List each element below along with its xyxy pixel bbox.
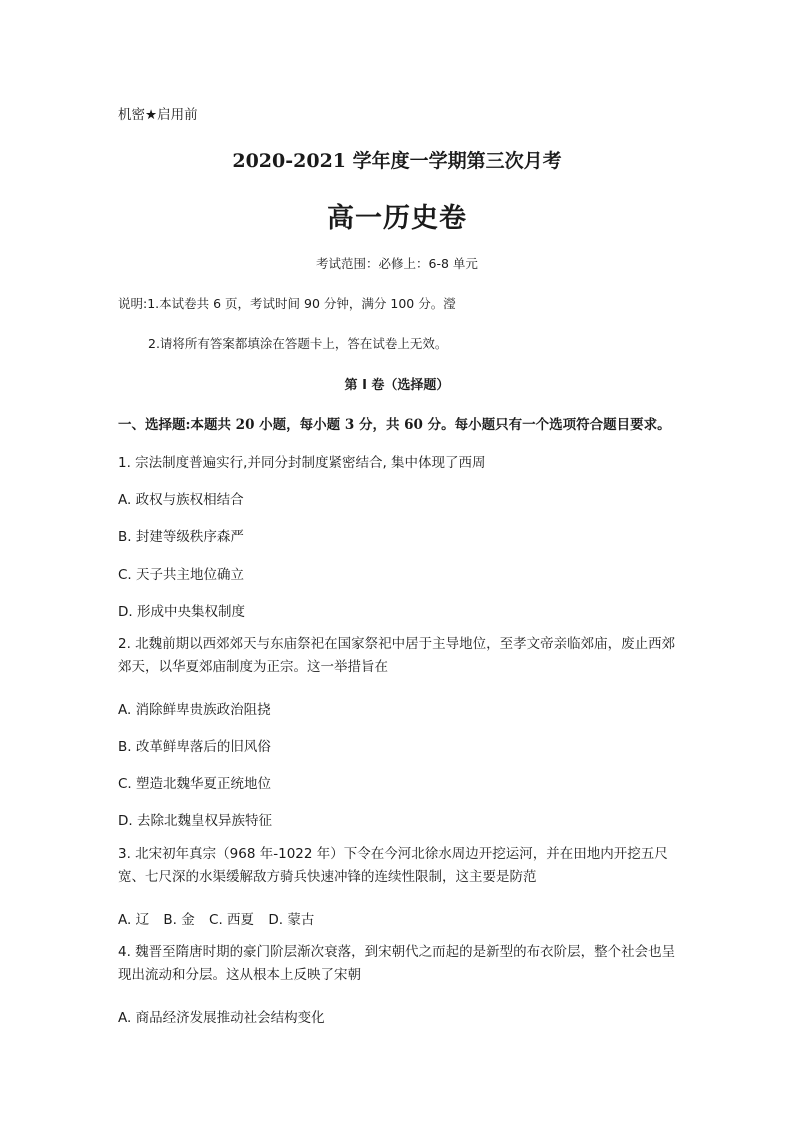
instruction-line-2: 2.请将所有答案都填涂在答题卡上，答在试卷上无效。 bbox=[148, 336, 448, 351]
question-2-option-b: B. 改革鲜卑落后的旧风俗 bbox=[118, 739, 271, 755]
question-1-stem: 1. 宗法制度普遍实行,并同分封制度紧密结合, 集中体现了西周 bbox=[118, 455, 486, 471]
paper-title: 高一历史卷 bbox=[327, 203, 467, 234]
confidential-label: 机密★启用前 bbox=[118, 107, 198, 123]
question-2-option-c: C. 塑造北魏华夏正统地位 bbox=[118, 776, 272, 792]
question-1-option-b: B. 封建等级秩序森严 bbox=[118, 529, 244, 545]
exam-title: 2020-2021 学年度一学期第三次月考 bbox=[232, 150, 562, 172]
question-2-option-d: D. 去除北魏皇权异族特征 bbox=[118, 813, 272, 829]
question-3-option-b: B. 金 bbox=[163, 912, 195, 928]
question-3-stem: 3. 北宋初年真宗（968 年-1022 年）下令在今河北徐水周边开挖运河，并在田地内开挖五尺宽、七尺深的水渠缓解敌方骑兵快速冲锋的连续性限制，这主要是防范 bbox=[118, 846, 668, 885]
section-title: 第 I 卷（选择题） bbox=[344, 378, 450, 393]
question-3-option-c: C. 西夏 bbox=[209, 912, 255, 928]
question-2-stem: 2. 北魏前期以西郊郊天与东庙祭祀在国家祭祀中居于主导地位，至孝文帝亲临郊庙，废止西郊郊天，以华夏郊庙制度为正宗。这一举措旨在 bbox=[118, 636, 676, 675]
question-1-option-a: A. 政权与族权相结合 bbox=[118, 492, 244, 508]
instruction-line-1: 说明:1.本试卷共 6 页，考试时间 90 分钟，满分 100 分。瀅 bbox=[118, 296, 456, 311]
question-1-option-c: C. 天子共主地位确立 bbox=[118, 567, 245, 583]
question-4-option-a: A. 商品经济发展推动社会结构变化 bbox=[118, 1010, 325, 1026]
question-2-option-a: A. 消除鲜卑贵族政治阻挠 bbox=[118, 702, 271, 718]
question-3-option-d: D. 蒙古 bbox=[268, 912, 315, 928]
question-3-options bbox=[118, 908, 324, 928]
exam-scope: 考试范围：必修上：6-8 单元 bbox=[316, 256, 478, 271]
question-3-option-a: A. 辽 bbox=[118, 912, 150, 928]
question-4-stem: 4. 魏晋至隋唐时期的豪门阶层渐次衰落，到宋朝代之而起的是新型的布衣阶层，整个社会也呈现出流动和分层。这从根本上反映了宋朝 bbox=[118, 944, 676, 983]
question-1-option-d: D. 形成中央集权制度 bbox=[118, 604, 245, 620]
part-heading: 一、选择题:本题共 20 小题，每小题 3 分，共 60 分。每小题只有一个选项符合题目要求。 bbox=[118, 417, 671, 433]
